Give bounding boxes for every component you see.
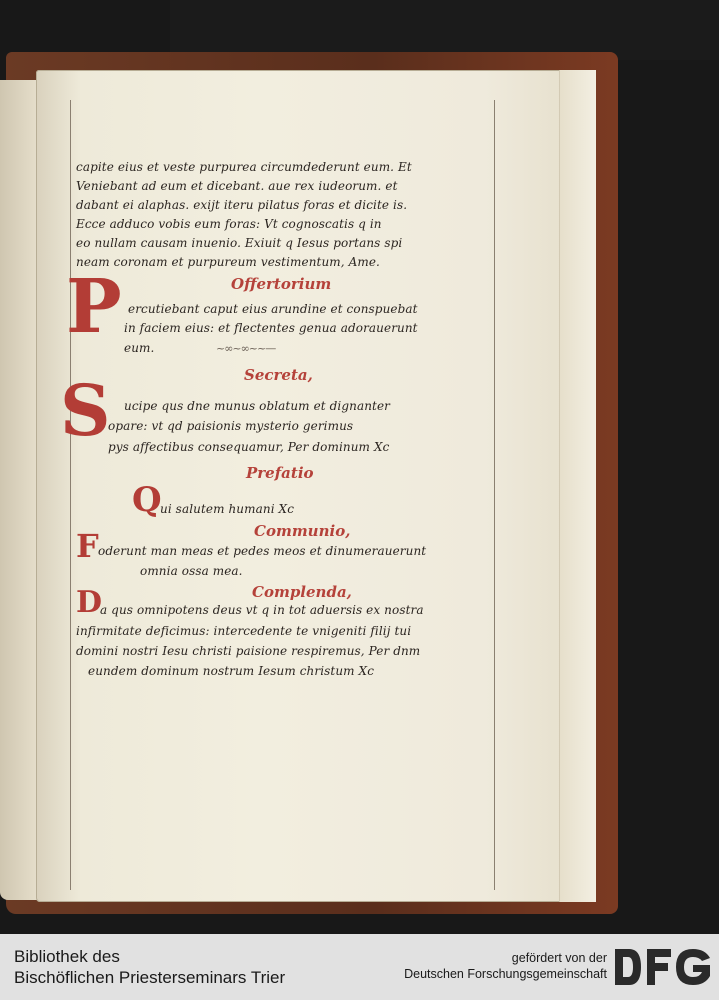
rubric-heading-prefatio: Prefatio xyxy=(246,464,314,482)
left-ruling-line xyxy=(70,100,71,890)
decorated-initial-s: S xyxy=(60,369,111,452)
text-line: domini nostri Iesu christi paisione respiremus, Per dnm xyxy=(76,644,421,658)
text-line: capite eius et veste purpurea circumdederunt eum. Et xyxy=(76,160,412,174)
footer-bar xyxy=(0,934,719,1000)
text-line: in faciem eius: et flectentes genua adorauerunt xyxy=(124,321,418,335)
text-line: neam coronam et purpureum vestimentum, Ame. xyxy=(76,255,380,269)
text-line: eo nullam causam inuenio. Exiuit q Iesus portans spi xyxy=(76,236,403,250)
manuscript-page xyxy=(36,70,596,902)
text-line: eum. xyxy=(124,341,155,355)
funding-credit-line2: Deutschen Forschungsgemeinschaft xyxy=(404,967,607,981)
decorated-initial-q: Q xyxy=(132,480,162,520)
page-fore-edge xyxy=(559,70,596,902)
text-line: infirmitate deficimus: intercedente te vnigeniti filij tui xyxy=(76,624,412,638)
text-line: eundem dominum nostrum Iesum christum Xc xyxy=(88,664,375,678)
text-line: a qus omnipotens deus vt q in tot aduersis ex nostra xyxy=(100,603,424,617)
decorated-initial-f: F xyxy=(76,527,99,565)
text-line: ui salutem humani Xc xyxy=(160,502,295,516)
decorated-initial-d: D xyxy=(76,585,103,620)
rubric-heading-secreta: Secreta, xyxy=(244,366,313,384)
rubric-heading-offertorium: Offertorium xyxy=(231,275,332,293)
decorated-initial-p: P xyxy=(66,264,122,350)
scan-background xyxy=(170,0,719,60)
text-line: ucipe qus dne munus oblatum et dignanter xyxy=(124,399,390,413)
flourish-ornament: ~∞~∞~~— xyxy=(216,342,276,355)
text-line: oderunt man meas et pedes meos et dinumerauerunt xyxy=(98,544,427,558)
text-line: omnia ossa mea. xyxy=(140,564,243,578)
text-line: ercutiebant caput eius arundine et conspuebat xyxy=(128,302,418,316)
library-name-line2: Bischöflichen Priesterseminars Trier xyxy=(14,968,286,987)
right-ruling-line xyxy=(494,100,495,890)
dfg-logo xyxy=(613,946,713,988)
library-name xyxy=(14,946,285,988)
library-name-line1: Bibliothek des xyxy=(14,947,120,966)
text-line: Ecce adduco vobis eum foras: Vt cognoscatis q in xyxy=(76,217,382,231)
text-line: dabant ei alaphas. exijt iteru pilatus foras et dicite is. xyxy=(76,198,408,212)
text-line: Veniebant ad eum et dicebant. aue rex iudeorum. et xyxy=(76,179,398,193)
rubric-heading-communio: Communio, xyxy=(254,522,351,540)
text-line: pys affectibus consequamur, Per dominum Xc xyxy=(108,440,390,454)
rubric-heading-complenda: Complenda, xyxy=(252,583,352,601)
text-line: opare: vt qd paisionis mysterio gerimus xyxy=(108,419,354,433)
funding-credit xyxy=(404,950,607,982)
funding-credit-line1: gefördert von der xyxy=(511,951,607,965)
